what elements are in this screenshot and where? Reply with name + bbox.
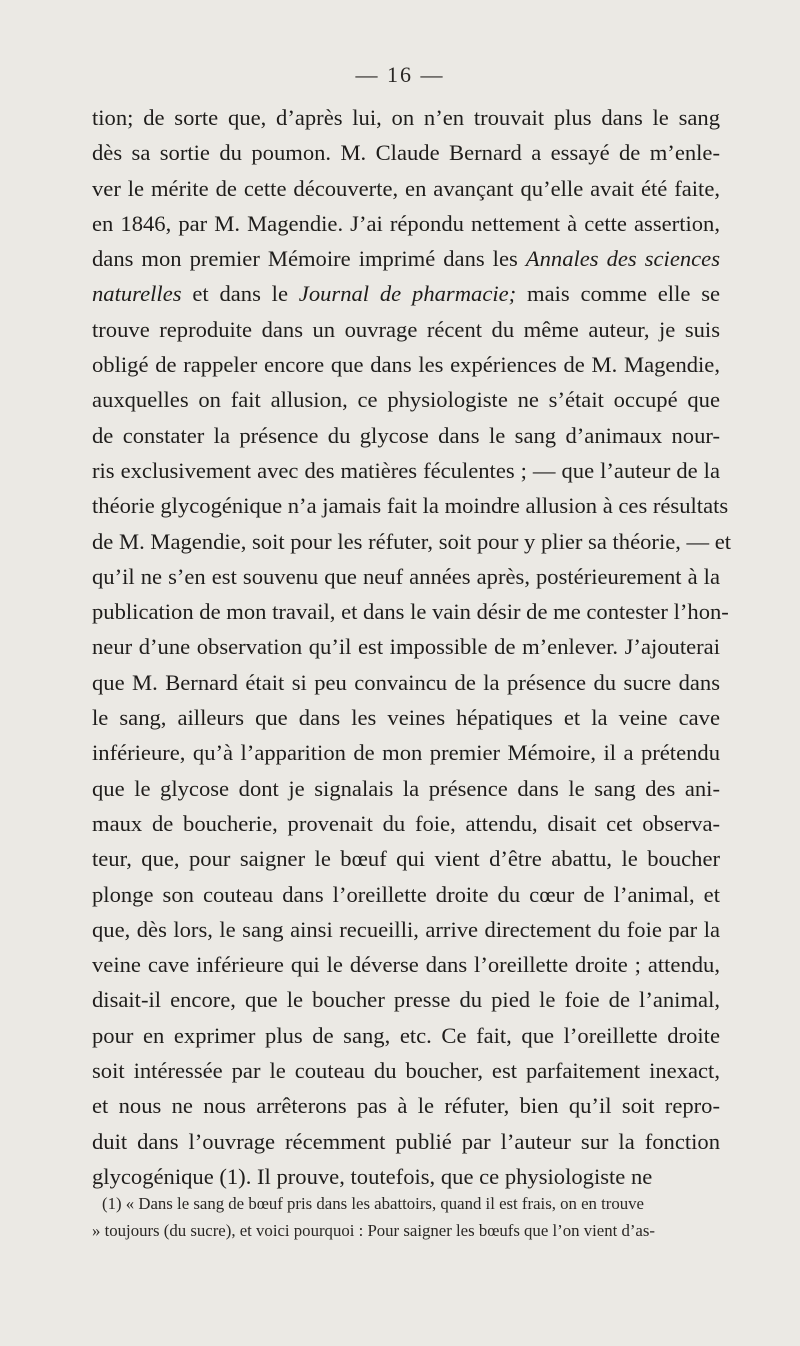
text-line: de M. Magendie, soit pour les réfuter, soit pour y plier sa théorie, — et <box>92 528 732 554</box>
text-line: et nous ne nous arrêterons pas à le réfuter, bien qu’il soit repro- <box>92 1093 720 1119</box>
text-line: publication de mon travail, et dans le vain désir de me contester l’hon- <box>92 599 729 625</box>
text-line: que, dès lors, le sang ainsi recueilli, arrive directement du foie par la <box>92 916 720 942</box>
text-line: inférieure, qu’à l’apparition de mon premier Mémoire, il a prétendu <box>92 740 720 766</box>
text-line: maux de boucherie, provenait du foie, attendu, disait cet observa- <box>92 810 720 836</box>
text-line: disait-il encore, que le boucher presse du pied le foie de l’animal, <box>92 987 720 1013</box>
body-text <box>92 100 732 1194</box>
text-line: de constater la présence du glycose dans le sang d’animaux nour- <box>92 422 720 448</box>
text-line: dans mon premier Mémoire imprimé dans les Annales des sciences <box>92 246 720 272</box>
text-line: ris exclusivement avec des matières féculentes ; — que l’auteur de la <box>92 457 720 483</box>
text-line: en 1846, par M. Magendie. J’ai répondu nettement à cette assertion, <box>92 210 720 236</box>
text-line: duit dans l’ouvrage récemment publié par l’auteur sur la fonction <box>92 1128 720 1154</box>
text-line: théorie glycogénique n’a jamais fait la moindre allusion à ces résultats <box>92 493 729 519</box>
text-line: naturelles et dans le Journal de pharmacie; mais comme elle se <box>92 281 721 307</box>
footnotes <box>92 1190 720 1244</box>
text-line: ver le mérite de cette découverte, en avançant qu’elle avait été faite, <box>92 175 720 201</box>
text-line: plonge son couteau dans l’oreillette droite du cœur de l’animal, et <box>92 881 720 907</box>
text-line: le sang, ailleurs que dans les veines hépatiques et la veine cave <box>92 705 720 731</box>
text-line: auxquelles on fait allusion, ce physiologiste ne s’était occupé que <box>92 387 720 413</box>
text-line: que le glycose dont je signalais la présence dans le sang des ani- <box>92 775 720 801</box>
footnote-line: (1) « Dans le sang de bœuf pris dans les abattoirs, quand il est frais, on en trouve <box>102 1194 644 1213</box>
text-line: veine cave inférieure qui le déverse dans l’oreillette droite ; attendu, <box>92 952 720 978</box>
text-line: neur d’une observation qu’il est impossible de m’enlever. J’ajouterai <box>92 634 720 660</box>
text-line: pour en exprimer plus de sang, etc. Ce fait, que l’oreillette droite <box>92 1022 720 1048</box>
page-number: — 16 — <box>355 62 445 87</box>
text-line: dès sa sortie du poumon. M. Claude Bernard a essayé de m’enle- <box>92 140 720 166</box>
text-line: glycogénique (1). Il prouve, toutefois, que ce physiologiste ne <box>92 1163 653 1189</box>
text-line: obligé de rappeler encore que dans les expériences de M. Magendie, <box>92 352 720 378</box>
text-line: trouve reproduite dans un ouvrage récent du même auteur, je suis <box>92 316 720 342</box>
footnote-line: » toujours (du sucre), et voici pourquoi : Pour saigner les bœufs que l’on vient d’as- <box>92 1221 655 1240</box>
text-line: qu’il ne s’en est souvenu que neuf années après, postérieurement à la <box>92 563 720 589</box>
text-line: tion; de sorte que, d’après lui, on n’en trouvait plus dans le sang <box>92 105 720 130</box>
text-line: que M. Bernard était si peu convaincu de la présence du sucre dans <box>92 669 720 695</box>
text-line: teur, que, pour saigner le bœuf qui vient d’être abattu, le boucher <box>92 846 720 872</box>
text-line: soit intéressée par le couteau du boucher, est parfaitement inexact, <box>92 1058 720 1084</box>
